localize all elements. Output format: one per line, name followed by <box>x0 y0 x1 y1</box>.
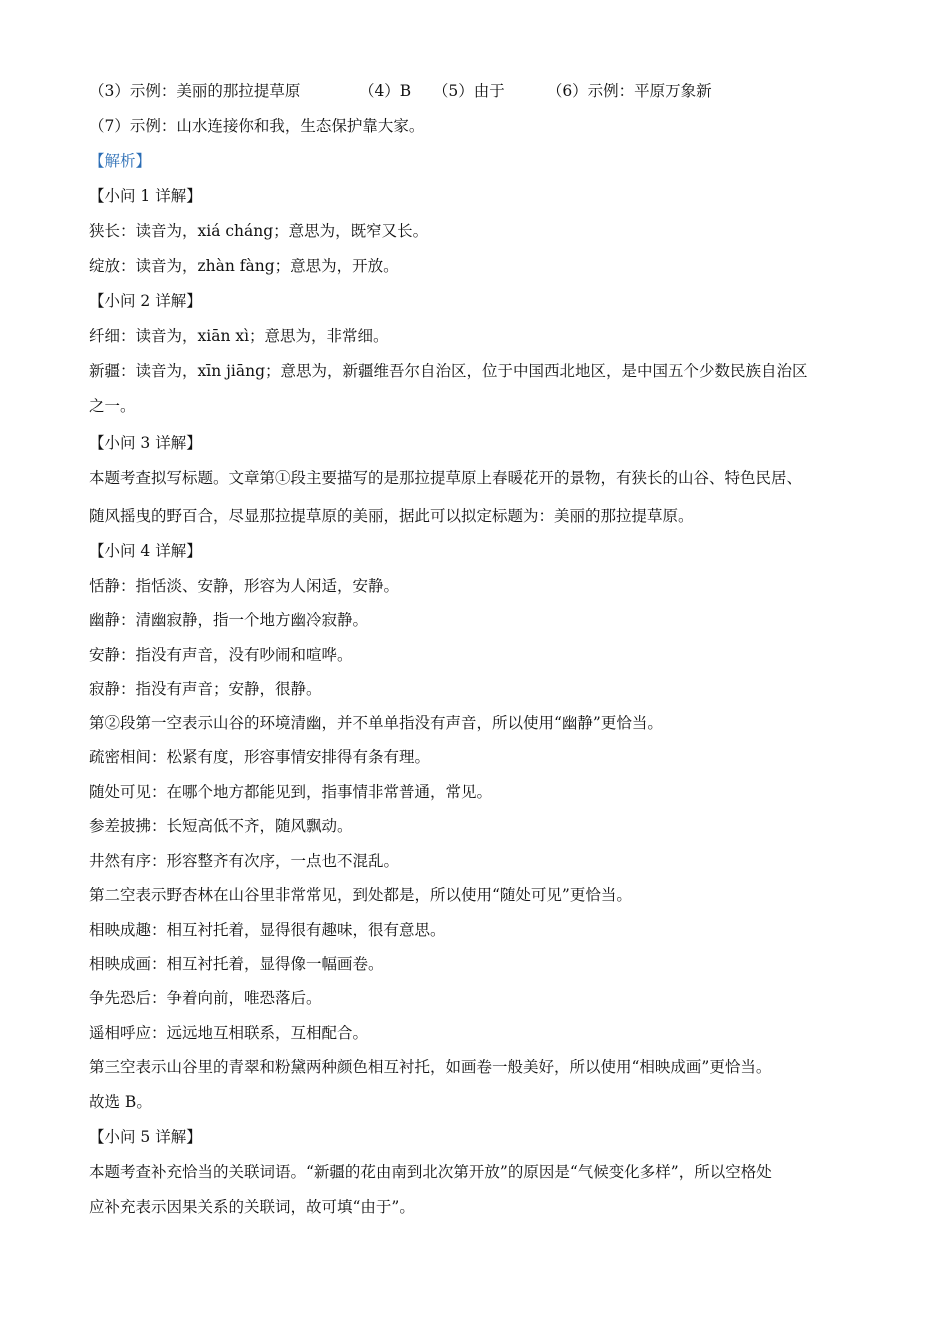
q4-line: 相映成画：相互衬托着，显得像一幅画卷。 <box>89 955 384 973</box>
q4-line: 第②段第一空表示山谷的环境清幽，并不单单指没有声音，所以使用“幽静”更恰当。 <box>89 714 663 732</box>
q4-line: 幽静：清幽寂静，指一个地方幽冷寂静。 <box>89 611 369 629</box>
analysis-heading: 【解析】 <box>89 152 152 170</box>
answer-row-1 <box>89 80 864 102</box>
q4-line: 恬静：指恬淡、安静，形容为人闲适，安静。 <box>89 577 400 595</box>
q4-line: 疏密相间：松紧有度，形容事情安排得有条有理。 <box>89 748 431 766</box>
q4-line: 寂静：指没有声音；安静，很静。 <box>89 680 322 698</box>
q3-heading: 【小问 3 详解】 <box>89 434 202 452</box>
q2-line: 新疆：读音为，xīn jiāng；意思为，新疆维吾尔自治区，位于中国西北地区，是中国五个少数民族自治区 <box>89 362 808 380</box>
q1-heading: 【小问 1 详解】 <box>89 187 202 205</box>
answer-7: （7）示例：山水连接你和我，生态保护靠大家。 <box>89 117 425 135</box>
q5-line: 本题考查补充恰当的关联词语。“新疆的花由南到北次第开放”的原因是“气候变化多样”，所以空格处 <box>89 1163 772 1181</box>
answer-3: （3）示例：美丽的那拉提草原 <box>89 82 301 100</box>
q4-line: 第三空表示山谷里的青翠和粉黛两种颜色相互衬托，如画卷一般美好，所以使用“相映成画”更恰当。 <box>89 1058 772 1076</box>
q3-line: 随风摇曳的野百合，尽显那拉提草原的美丽，据此可以拟定标题为：美丽的那拉提草原。 <box>89 507 694 525</box>
answer-4: （4）B <box>358 82 412 100</box>
q1-line: 狭长：读音为，xiá cháng；意思为，既窄又长。 <box>89 222 429 240</box>
q1-line: 绽放：读音为，zhàn fàng；意思为，开放。 <box>89 257 399 275</box>
q4-line: 争先恐后：争着向前，唯恐落后。 <box>89 989 322 1007</box>
q4-line: 随处可见：在哪个地方都能见到，指事情非常普通，常见。 <box>89 783 493 801</box>
q4-line: 故选 B。 <box>89 1093 152 1111</box>
q4-line: 参差披拂：长短高低不齐，随风飘动。 <box>89 817 353 835</box>
q2-heading: 【小问 2 详解】 <box>89 292 202 310</box>
q5-line: 应补充表示因果关系的关联词，故可填“由于”。 <box>89 1198 415 1216</box>
q2-line: 之一。 <box>89 397 136 415</box>
answer-6: （6）示例：平原万象新 <box>546 82 712 100</box>
q4-line: 井然有序：形容整齐有次序，一点也不混乱。 <box>89 852 400 870</box>
q5-heading: 【小问 5 详解】 <box>89 1128 202 1146</box>
q4-line: 遥相呼应：远远地互相联系，互相配合。 <box>89 1024 369 1042</box>
q3-line: 本题考查拟写标题。文章第①段主要描写的是那拉提草原上春暖花开的景物，有狭长的山谷、特色民居、 <box>89 469 803 487</box>
q4-line: 安静：指没有声音，没有吵闹和喧哗。 <box>89 646 353 664</box>
q4-heading: 【小问 4 详解】 <box>89 542 202 560</box>
q4-line: 相映成趣：相互衬托着，显得很有趣味，很有意思。 <box>89 921 446 939</box>
q2-line: 纤细：读音为，xiān xì；意思为，非常细。 <box>89 327 389 345</box>
q4-line: 第二空表示野杏林在山谷里非常常见，到处都是，所以使用“随处可见”更恰当。 <box>89 886 632 904</box>
answer-5: （5）由于 <box>432 82 505 100</box>
